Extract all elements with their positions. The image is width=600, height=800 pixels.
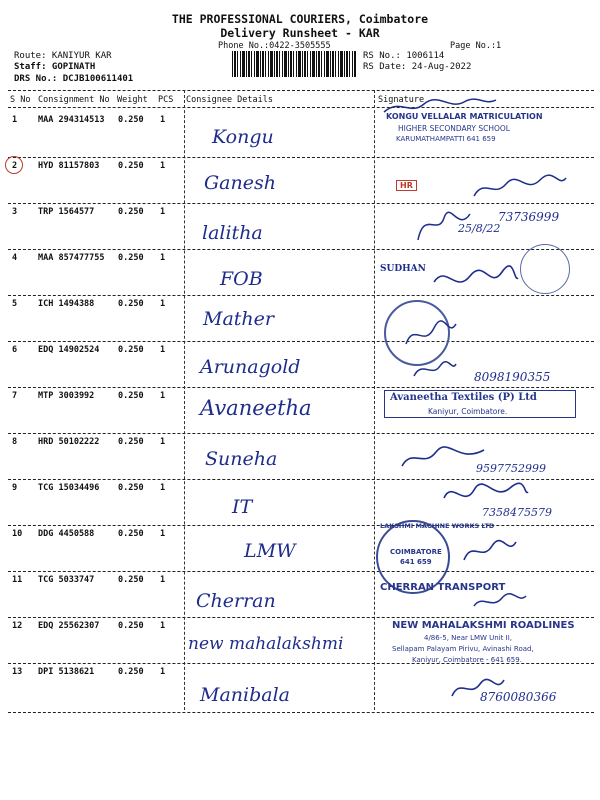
row-consignee: Kongu (212, 126, 274, 148)
mahalakshmi-stamp-line3: Sellapam Palayam Pirivu, Avinashi Road, (392, 645, 534, 653)
row-weight: 0.250 (118, 621, 144, 631)
row-sno: 13 (12, 667, 23, 677)
header-bottom-line (8, 107, 594, 108)
signature-scribble-4 (430, 262, 520, 296)
row-consignee: Mather (203, 308, 274, 330)
row-sno: 1 (12, 115, 18, 125)
row-pcs: 1 (160, 575, 166, 585)
row-sno: 4 (12, 253, 18, 263)
lmw-seal-pin: 641 659 (400, 558, 432, 566)
row-pcs: 1 (160, 621, 166, 631)
row-consignment: DDG 4450588 (38, 529, 95, 539)
row-consignee: Ganesh (204, 172, 276, 194)
lmw-seal-text: LAKSHMI MACHINE WORKS LTD (380, 522, 495, 530)
avaneetha-stamp-line2: Kaniyur, Coimbatore. (428, 407, 508, 416)
row-pcs: 1 (160, 207, 166, 217)
row-consignee: Arunagold (200, 356, 301, 378)
signature-scribble-5 (400, 314, 460, 354)
phone-note-9: 7358475579 (482, 506, 552, 519)
row-consignee: lalitha (202, 222, 263, 244)
row-pcs: 1 (160, 299, 166, 309)
circled-row-mark (5, 156, 23, 174)
col-sno: S No (10, 95, 31, 105)
phone-number: Phone No.:0422-3505555 (218, 41, 331, 51)
lmw-seal-city: COIMBATORE (390, 548, 442, 556)
staff-label: Staff: GOPINATH (14, 62, 96, 72)
row-sno: 8 (12, 437, 18, 447)
company-name: THE PROFESSIONAL COURIERS, Coimbatore (171, 12, 429, 26)
col-pcs: PCS (158, 95, 174, 105)
row-weight: 0.250 (118, 161, 144, 171)
header-top-line (8, 90, 594, 91)
row-consignment: DPI 5138621 (38, 667, 95, 677)
table-row (0, 296, 600, 342)
signature-scribble-11 (470, 590, 530, 612)
row-sno: 7 (12, 391, 18, 401)
hr-stamp: HR (396, 180, 417, 191)
row-weight: 0.250 (118, 391, 144, 401)
row-sno: 2 (12, 161, 18, 171)
row-sno: 9 (12, 483, 18, 493)
row-pcs: 1 (160, 161, 166, 171)
mahalakshmi-stamp-line1: NEW MAHALAKSHMI ROADLINES (392, 620, 575, 631)
receiver-name-4: SUDHAN (380, 264, 426, 274)
route-label: Route: KANIYUR KAR (14, 51, 112, 61)
school-stamp-line1: KONGU VELLALAR MATRICULATION (386, 112, 543, 121)
rs-number: RS No.: 1006114 (363, 51, 445, 61)
col-consignee: Consignee Details (186, 95, 273, 105)
row-pcs: 1 (160, 115, 166, 125)
delivery-date-note: 25/8/22 (458, 222, 501, 235)
signature-scribble-9 (440, 478, 530, 508)
col-weight: Weight (117, 95, 148, 105)
school-stamp-line3: KARUMATHAMPATTI 641 659 (396, 135, 496, 143)
row-consignment: HRD 50102222 (38, 437, 100, 447)
signature-scribble-2 (470, 172, 570, 202)
cherran-stamp: CHERRAN TRANSPORT (380, 582, 506, 593)
row-weight: 0.250 (118, 115, 144, 125)
rs-date: RS Date: 24-Aug-2022 (363, 62, 472, 72)
row-sno: 11 (12, 575, 23, 585)
row-consignment: MAA 294314513 (38, 115, 105, 125)
row-weight: 0.250 (118, 207, 144, 217)
col-signature: Signature (378, 95, 425, 105)
row-consignment: EDQ 25562307 (38, 621, 100, 631)
row-sno: 12 (12, 621, 23, 631)
mahalakshmi-stamp-line4: Kaniyur, Coimbatore - 641 659. (412, 656, 522, 664)
row-consignee: Avaneetha (200, 396, 312, 420)
phone-note-8: 9597752999 (476, 462, 546, 475)
row-weight: 0.250 (118, 575, 144, 585)
row-weight: 0.250 (118, 299, 144, 309)
round-seal-4 (520, 244, 570, 294)
row-consignee: Suneha (205, 448, 278, 470)
row-consignment: ICH 1494388 (38, 299, 95, 309)
col-consignment: Consignment No (38, 95, 110, 105)
avaneetha-stamp-line1: Avaneetha Textiles (P) Ltd (390, 392, 537, 403)
row-pcs: 1 (160, 483, 166, 493)
row-consignee: LMW (244, 540, 296, 562)
row-weight: 0.250 (118, 345, 144, 355)
row-consignee: Manibala (200, 684, 290, 706)
row-consignment: TRP 1564577 (38, 207, 95, 217)
row-sno: 6 (12, 345, 18, 355)
row-weight: 0.250 (118, 253, 144, 263)
row-consignment: TCG 5033747 (38, 575, 95, 585)
row-weight: 0.250 (118, 483, 144, 493)
row-sno: 10 (12, 529, 23, 539)
page-number: Page No.:1 (450, 41, 502, 51)
row-sno: 5 (12, 299, 18, 309)
signature-scribble-10 (460, 536, 520, 566)
row-consignment: HYD 81157803 (38, 161, 100, 171)
row-consignee: new mahalakshmi (188, 634, 344, 654)
school-stamp-line2: HIGHER SECONDARY SCHOOL (398, 124, 510, 133)
row-pcs: 1 (160, 529, 166, 539)
row-weight: 0.250 (118, 437, 144, 447)
row-sno: 3 (12, 207, 18, 217)
row-pcs: 1 (160, 437, 166, 447)
row-pcs: 1 (160, 253, 166, 263)
phone-note-3: 73736999 (498, 210, 560, 224)
phone-note-6: 8098190355 (474, 370, 551, 384)
row-consignment: EDQ 14902524 (38, 345, 100, 355)
phone-note-13: 8760080366 (480, 690, 557, 704)
row-consignment: MTP 3003992 (38, 391, 95, 401)
signature-scribble-8 (398, 442, 488, 472)
row-weight: 0.250 (118, 667, 144, 677)
row-consignee: Cherran (196, 590, 276, 612)
mahalakshmi-stamp-line2: 4/86-5, Near LMW Unit II, (424, 634, 512, 642)
row-consignment: MAA 857477755 (38, 253, 105, 263)
row-consignment: TCG 15034496 (38, 483, 100, 493)
row-weight: 0.250 (118, 529, 144, 539)
signature-scribble-6 (410, 356, 460, 382)
runsheet-title: Delivery Runsheet - KAR (220, 26, 380, 40)
row-pcs: 1 (160, 345, 166, 355)
barcode (232, 51, 356, 77)
row-pcs: 1 (160, 667, 166, 677)
row-consignee: IT (232, 496, 253, 518)
row-divider (8, 712, 594, 713)
row-pcs: 1 (160, 391, 166, 401)
drs-number: DRS No.: DCJB100611401 (14, 74, 134, 84)
row-consignee: FOB (220, 268, 263, 290)
